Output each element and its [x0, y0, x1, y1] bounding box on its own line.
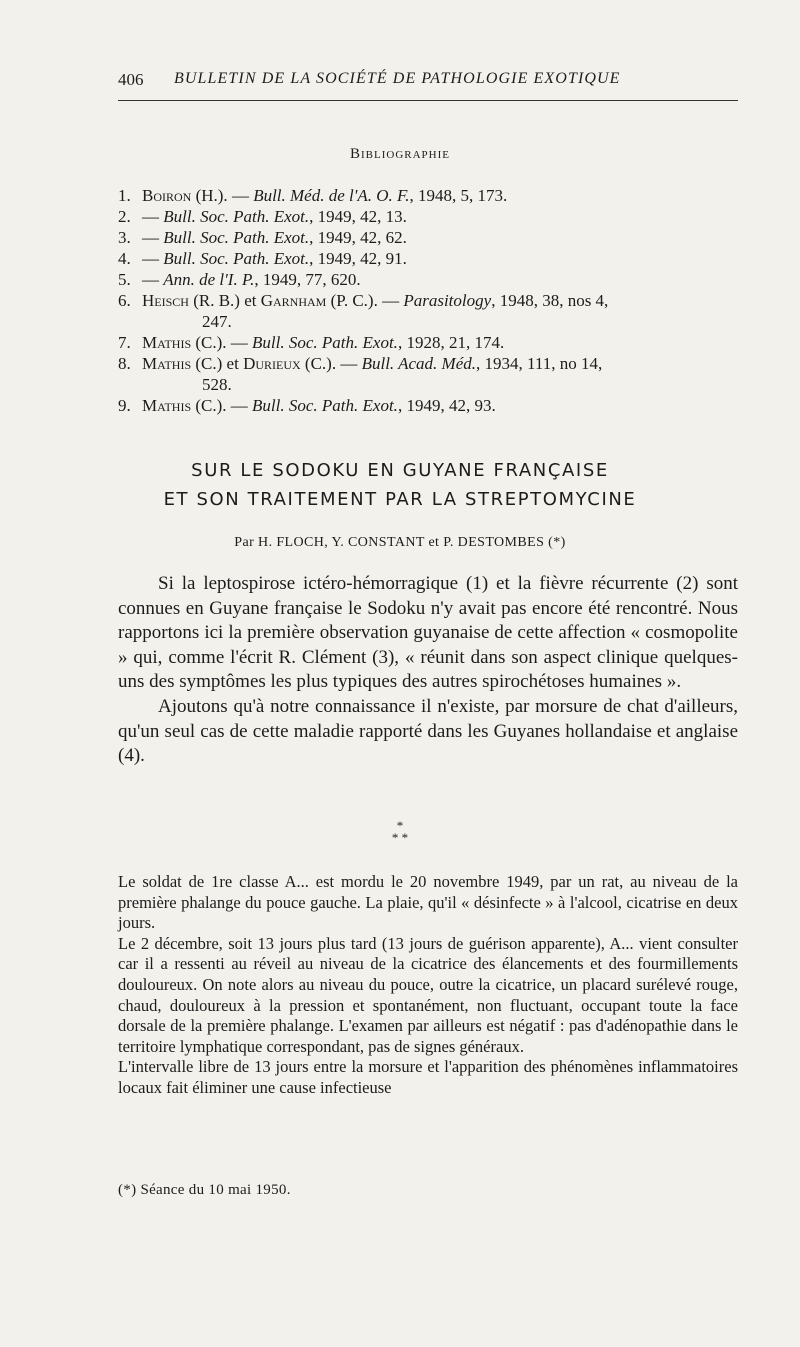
page-number: 406: [118, 70, 144, 89]
entry-details: , 1949, 42, 13.: [309, 207, 407, 226]
intro-paragraph: Ajoutons qu'à notre connaissance il n'existe, par morsure de chat d'ailleurs, qu'un seul cas de cette maladie rapporté dans les Guyanes hollandaise et anglaise (4).: [118, 695, 738, 767]
entry-source: Bull. Soc. Path. Exot.: [252, 396, 398, 415]
bibliography-entry: [118, 186, 748, 207]
entry-number: 8.: [118, 354, 131, 373]
running-header: [118, 70, 738, 96]
entry-coauthor: Durieux: [243, 354, 301, 373]
bibliography-entry: [118, 207, 748, 228]
header-rule: [118, 100, 738, 101]
entry-details: , 1934, 111, no 14,: [476, 354, 603, 373]
body-paragraph: Le soldat de 1re classe A... est mordu le 20 novembre 1949, par un rat, au niveau de la première phalange du pouce gauche. La plaie, qu'il « désinfecte » à l'alcool, cicatrise en deux jours.: [118, 872, 738, 933]
case-report-text: [118, 872, 738, 1099]
entry-author: Mathis: [142, 354, 192, 373]
entry-source: Bull. Soc. Path. Exot.: [163, 207, 310, 226]
entry-source: Parasitology: [403, 291, 492, 310]
section-asterism: [0, 820, 800, 844]
entry-source: Bull. Soc. Path. Exot.: [163, 249, 310, 268]
entry-details: , 1948, 5, 173.: [409, 186, 508, 205]
entry-number: 3.: [118, 228, 131, 247]
entry-dash: —: [142, 270, 164, 289]
entry-dash: —: [142, 228, 164, 247]
entry-page: 528.: [202, 375, 232, 394]
entry-dash: —: [336, 354, 362, 373]
journal-title: BULLETIN DE LA SOCIÉTÉ DE PATHOLOGIE EXOTIQUE: [174, 70, 621, 87]
entry-dash: —: [142, 207, 164, 226]
article-title-line-2: ET SON TRAITEMENT PAR LA STREPTOMYCINE: [163, 489, 637, 510]
entry-details: , 1949, 42, 62.: [309, 228, 407, 247]
entry-author: Mathis: [142, 333, 192, 352]
bibliography-entry-continuation: [118, 312, 748, 333]
entry-coauthor-initials: (P. C.).: [326, 291, 378, 310]
entry-source: Bull. Soc. Path. Exot.: [163, 228, 310, 247]
body-paragraph: L'intervalle libre de 13 jours entre la morsure et l'apparition des phénomènes inflammatoires locaux fait éliminer une cause infectieuse: [118, 1057, 738, 1097]
entry-number: 4.: [118, 249, 131, 268]
entry-author: Heisch: [142, 291, 189, 310]
bibliography-entry: [118, 249, 748, 270]
bibliography-entry: [118, 333, 748, 354]
article-introduction: [118, 572, 738, 769]
entry-number: 1.: [118, 186, 131, 205]
entry-source: Bull. Soc. Path. Exot.: [252, 333, 398, 352]
article-title-line-1: SUR LE SODOKU EN GUYANE FRANÇAISE: [191, 460, 609, 481]
entry-details: , 1949, 77, 620.: [254, 270, 361, 289]
bibliography-heading: Bibliographie: [350, 146, 450, 162]
footnote: (*) Séance du 10 mai 1950.: [118, 1182, 291, 1198]
entry-number: 5.: [118, 270, 131, 289]
bibliography-entry: [118, 270, 748, 291]
entry-author-initials: (C.) et: [191, 354, 244, 373]
article-authors: Par H. FLOCH, Y. CONSTANT et P. DESTOMBES (*): [234, 535, 566, 550]
entry-details: , 1949, 42, 91.: [309, 249, 407, 268]
entry-coauthor-initials: (C.).: [300, 354, 337, 373]
entry-dash: —: [226, 396, 253, 415]
entry-author-initials: (R. B.) et: [188, 291, 261, 310]
bibliography-list: [118, 186, 748, 417]
entry-details: , 1948, 38, nos 4,: [491, 291, 609, 310]
entry-author-initials: (C.).: [191, 396, 227, 415]
entry-source: Bull. Méd. de l'A. O. F.: [253, 186, 410, 205]
entry-details: , 1949, 42, 93.: [397, 396, 496, 415]
bibliography-entry: [118, 228, 748, 249]
body-paragraph: Le 2 décembre, soit 13 jours plus tard (13 jours de guérison apparente), A... vient consulter car il a ressenti au réveil au niveau de la cicatrice des élancements et des fourmillements douloureux. On note alors au niveau du pouce, outre la cicatrice, un placard surélevé rouge, chaud, douloureux à la pression et spontanément, non fluctuant, occupant toute la face dorsale de la première phalange. L'examen par ailleurs est négatif : pas d'adénopathie dans le territoire lymphatique correspondant, pas de signes généraux.: [118, 933, 738, 1056]
bibliography-entry-continuation: [118, 375, 748, 396]
asterism-bottom: * *: [391, 830, 409, 845]
entry-dash: —: [226, 333, 253, 352]
entry-author: Mathis: [142, 396, 192, 415]
entry-number: 9.: [118, 396, 131, 415]
entry-author-initials: (C.).: [191, 333, 227, 352]
bibliography-entry: [118, 291, 748, 312]
intro-paragraph: Si la leptospirose ictéro-hémorragique (1) et la fièvre récurrente (2) sont connues en Guyane française le Sodoku n'y avait pas encore été rencontré. Nous rapportons ici la première observation guyanaise de cette affection « cosmopolite » qui, comme l'écrit R. Clément (3), « réunit dans son aspect clinique quelques-uns des symptômes les plus typiques des autres spirochétoses humaines ».: [118, 573, 738, 693]
entry-details: , 1928, 21, 174.: [397, 333, 505, 352]
entry-dash: —: [142, 249, 164, 268]
bibliography-entry: [118, 354, 748, 375]
entry-dash: —: [377, 291, 404, 310]
entry-number: 7.: [118, 333, 131, 352]
entry-coauthor: Garnham: [260, 291, 327, 310]
entry-source: Bull. Acad. Méd.: [361, 354, 477, 373]
entry-author: Boiron (H.).: [142, 186, 228, 205]
entry-number: 6.: [118, 291, 131, 310]
bibliography-entry: [118, 396, 748, 417]
entry-dash: —: [227, 186, 254, 205]
entry-page: 247.: [202, 312, 232, 331]
asterism-top: *: [396, 818, 404, 833]
entry-number: 2.: [118, 207, 131, 226]
entry-source: Ann. de l'I. P.: [163, 270, 255, 289]
